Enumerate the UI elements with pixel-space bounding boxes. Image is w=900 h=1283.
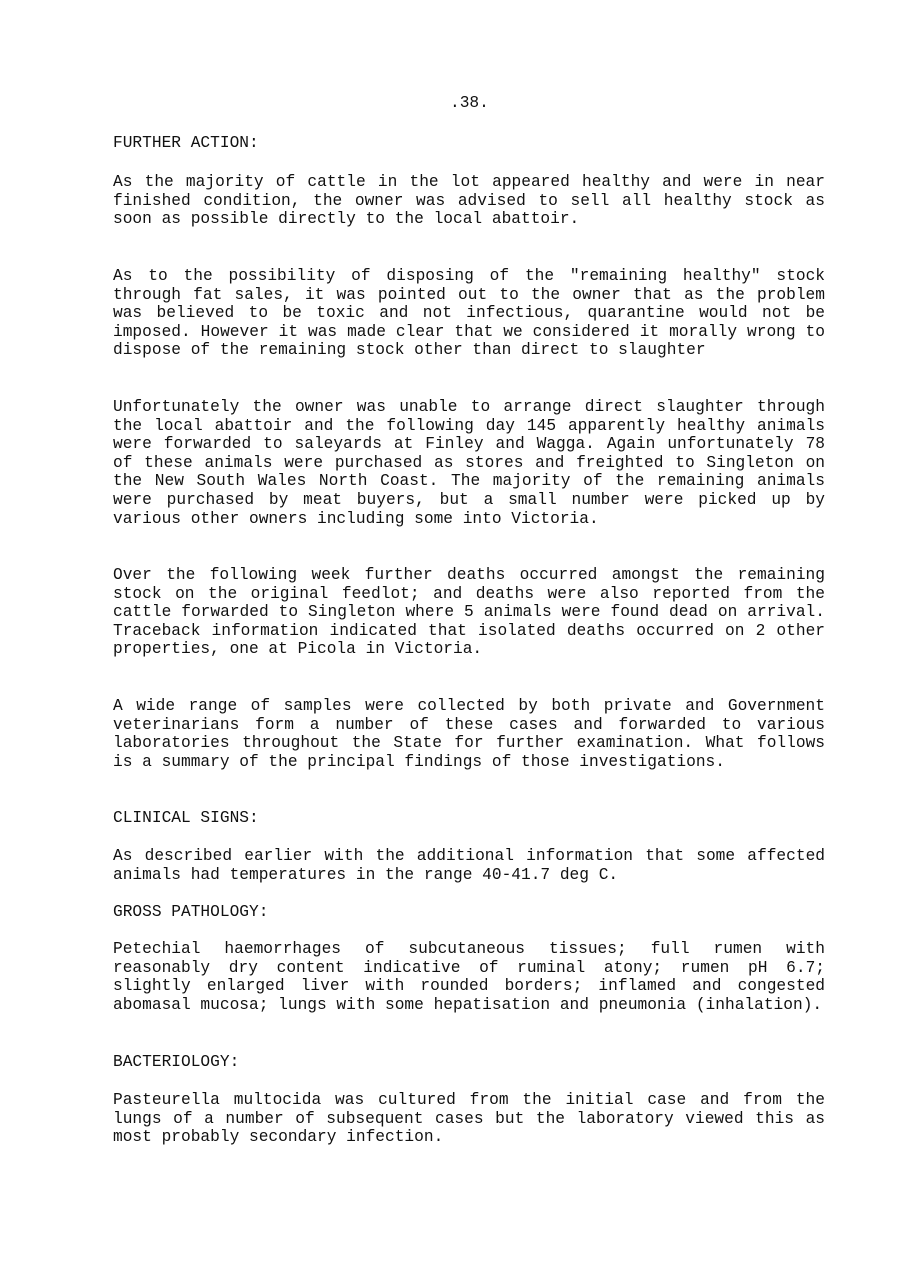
paragraph-fat-sales: As to the possibility of disposing of the "remaining healthy" stock through fat sales, it was pointed out to the owner that as the problem was believed to be toxic and not infectious, quarantine would not be imposed. However it was made clear that we considered it morally wrong to dispose of the remaining stock other than direct to slaughter — [113, 267, 825, 360]
paragraph-advice-to-sell: As the majority of cattle in the lot appeared healthy and were in near finished condition, the owner was advised to sell all healthy stock as soon as possible directly to the local abattoir. — [113, 173, 825, 229]
paragraph-saleyards: Unfortunately the owner was unable to arrange direct slaughter through the local abattoir and the following day 145 apparently healthy animals were forwarded to saleyards at Finley and Wagga. Again unfortunately 78 of these animals were purchased as stores and freighted to Singleton on the New South Wales North Coast. The majority of the remaining animals were purchased by meat buyers, but a small number were picked up by various other owners including some into Victoria. — [113, 398, 825, 528]
paragraph-further-deaths: Over the following week further deaths occurred amongst the remaining stock on the original feedlot; and deaths were also reported from the cattle forwarded to Singleton where 5 animals were found dead on arrival. Traceback information indicated that isolated deaths occurred on 2 other properties, one at Picola in Victoria. — [113, 566, 825, 659]
page-number: .38. — [450, 94, 489, 112]
heading-clinical-signs: CLINICAL SIGNS: — [113, 809, 259, 827]
heading-gross-pathology: GROSS PATHOLOGY: — [113, 903, 269, 921]
paragraph-clinical-signs: As described earlier with the additional information that some affected animals had temperatures in the range 40-41.7 deg C. — [113, 847, 825, 884]
paragraph-samples-collected: A wide range of samples were collected by both private and Government veterinarians form a number of these cases and forwarded to various laboratories throughout the State for further examination. What follows is a summary of the principal findings of those investigations. — [113, 697, 825, 771]
paragraph-gross-pathology: Petechial haemorrhages of subcutaneous tissues; full rumen with reasonably dry content indicative of ruminal atony; rumen pH 6.7; slightly enlarged liver with rounded borders; inflamed and congested abomasal mucosa; lungs with some hepatisation and pneumonia (inhalation). — [113, 940, 825, 1014]
heading-further-action: FURTHER ACTION: — [113, 134, 259, 152]
paragraph-bacteriology: Pasteurella multocida was cultured from the initial case and from the lungs of a number of subsequent cases but the laboratory viewed this as most probably secondary infection. — [113, 1091, 825, 1147]
heading-bacteriology: BACTERIOLOGY: — [113, 1053, 240, 1071]
